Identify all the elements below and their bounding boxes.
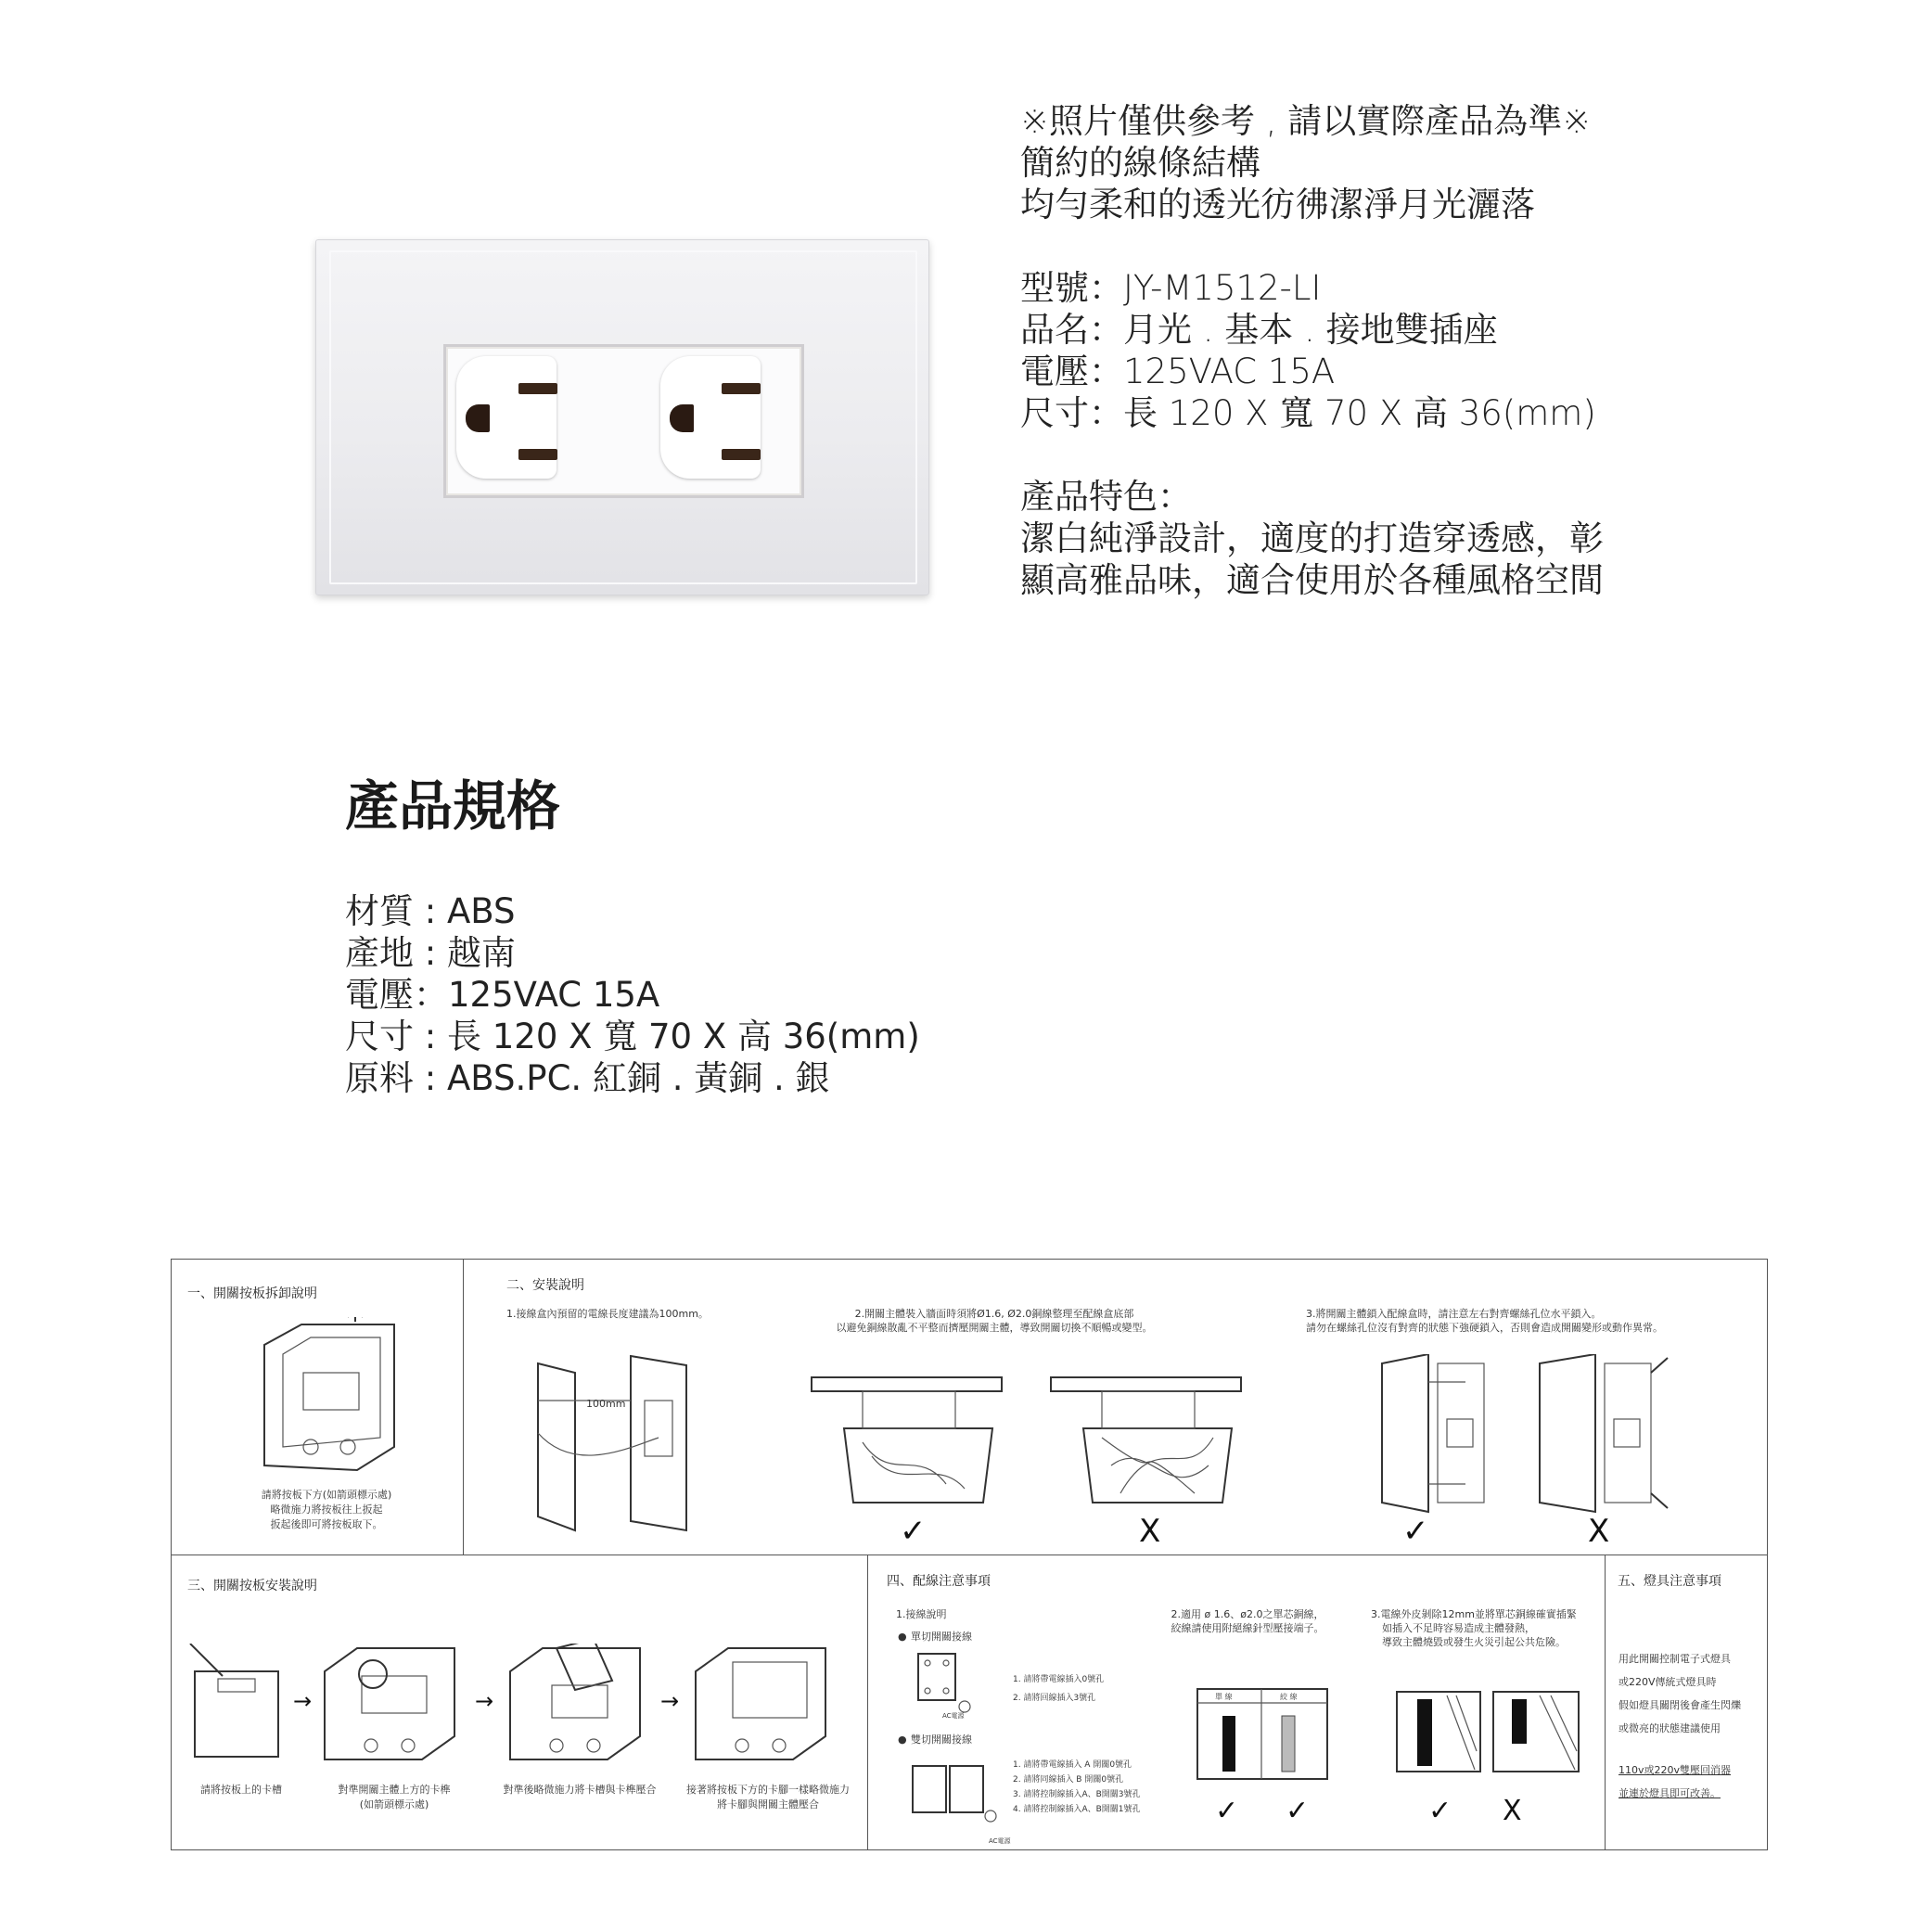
wire-spec-note: 2.適用 ø 1.6、ø2.0之單芯銅線， 絞線請使用附絕線針型壓接端子。 — [1171, 1608, 1324, 1634]
single-switch-diagram — [914, 1649, 979, 1719]
wiring-subtitle: 1.接線說明 — [896, 1608, 947, 1620]
spec-raw-material: 原料 : ABS.PC. 紅銅 . 黃銅 . 銀 — [345, 1058, 830, 1098]
arrow-right-icon: → — [293, 1688, 313, 1714]
model-number: 型號：JY-M1512-LI — [1020, 268, 1322, 308]
bullet-icon: ● — [898, 1631, 907, 1643]
wiring-box-incorrect — [1046, 1373, 1250, 1512]
lamp-fix-note: 110v或220v雙壓回消器 並連於燈具即可改善。 — [1619, 1764, 1732, 1799]
divider — [1605, 1555, 1606, 1849]
align-tab-illustration — [315, 1644, 464, 1764]
ac-label: AC電源 — [942, 1712, 965, 1720]
screw-align-incorrect — [1521, 1354, 1670, 1516]
voltage: 電壓：125VAC 15A — [1020, 352, 1336, 391]
spec-material: 材質 : ABS — [345, 891, 516, 931]
press-foot-illustration — [686, 1644, 835, 1764]
double-switch-notes: 1. 請將帶電線插入 A 開關0號孔 2. 請將同線插入 B 開關0號孔 3. 請將控制線插入A、B開關3號孔 4. 請將控制線插入A、B開關1號孔 — [1013, 1760, 1141, 1814]
arrow-right-icon: → — [660, 1688, 680, 1714]
features-text: 潔白純淨設計，適度的打造穿透感，彰 — [1020, 518, 1604, 558]
outlet-slot — [722, 449, 761, 460]
spec-origin: 產地 : 越南 — [345, 933, 516, 973]
section-3-caption: 對準開關主體上方的卡榫 (如箭頭標示處) — [338, 1784, 451, 1810]
install-step-2: 2.開關主體裝入牆面時須將Ø1.6, Ø2.0銅線整理至配線盒底部 以避免銅線散亂不平整而擠壓開關主體，導致開關切換不順暢或變型。 — [836, 1308, 1153, 1334]
dimensions: 尺寸：長 120 X 寬 70 X 高 36(mm) — [1020, 393, 1596, 433]
outlet-slot — [518, 383, 557, 394]
solid-wire-label: 單 線 — [1215, 1693, 1233, 1701]
arrow-right-icon: → — [475, 1688, 494, 1714]
dimension-label: 100mm — [586, 1398, 626, 1410]
section-2-title: 二、安裝說明 — [506, 1278, 584, 1293]
ground-hole-left — [466, 404, 490, 432]
outlet-slot — [722, 383, 761, 394]
check-mark: ✓ — [1286, 1795, 1310, 1827]
cross-mark: X — [1588, 1513, 1610, 1550]
single-switch-label: 單切開關接線 — [911, 1631, 972, 1643]
section-3-title: 三、開關按板安裝說明 — [187, 1579, 317, 1593]
spec-list — [345, 890, 920, 1099]
product-name: 品名：月光 . 基本 . 接地雙插座 — [1020, 310, 1498, 350]
tagline: 簡約的線條結構 — [1020, 143, 1260, 183]
check-mark: ✓ — [1428, 1795, 1452, 1827]
check-mark: ✓ — [1215, 1795, 1239, 1827]
ac-label: AC電源 — [989, 1837, 1011, 1845]
wire-length-illustration — [519, 1345, 705, 1540]
single-switch-notes: 1. 請將帶電線插入0號孔 2. 請將回線插入3號孔 — [1013, 1675, 1105, 1703]
divider — [867, 1555, 868, 1849]
screw-align-correct — [1363, 1354, 1503, 1516]
cross-mark: X — [1503, 1795, 1522, 1827]
install-step-1: 1.接線盒內預留的電線長度建議為100mm。 — [506, 1308, 709, 1320]
section-3-caption: 請將按板上的卡槽 — [200, 1784, 282, 1796]
wiring-box-correct — [807, 1373, 1011, 1512]
press-slot-illustration — [501, 1644, 649, 1764]
bullet-icon: ● — [898, 1734, 907, 1746]
features-text: 顯高雅品味，適合使用於各種風格空間 — [1020, 560, 1604, 600]
lamp-notes: 用此開關控制電子式燈具 或220V傳統式燈具時 假如燈具關閉後會產生閃爍 或微亮的狀態建議使用 — [1619, 1653, 1741, 1734]
plate-removal-illustration — [246, 1317, 413, 1484]
ground-hole-right — [670, 404, 694, 432]
spec-voltage: 電壓：125VAC 15A — [345, 975, 660, 1015]
divider — [463, 1259, 464, 1555]
check-mark: ✓ — [900, 1513, 927, 1550]
spec-title: 產品規格 — [345, 774, 561, 838]
tagline: 均勻柔和的透光彷彿潔淨月光灑落 — [1020, 185, 1535, 224]
double-switch-label: 雙切開關接線 — [911, 1734, 972, 1746]
check-mark: ✓ — [1402, 1513, 1429, 1550]
section-1-caption: 請將按板下方(如箭頭標示處) 略微施力將按板往上扳起 扳起後即可將按板取下。 — [261, 1489, 392, 1530]
wire-insert-illustration — [1391, 1686, 1586, 1779]
install-step-3: 3.將開關主體鎖入配線盒時，請注意左右對齊螺絲孔位水平鎖入。 請勿在螺絲孔位沒有對齊的狀態下強硬鎖入，否則會造成開關變形或動作異常。 — [1306, 1308, 1663, 1334]
product-description — [1020, 100, 1688, 601]
section-3-caption: 接著將按板下方的卡腳一樣略微施力 將卡腳與開關主體壓合 — [686, 1784, 850, 1810]
features-heading: 產品特色： — [1020, 477, 1192, 517]
strip-length-note: 3.電線外皮剝除12mm並將單芯銅線確實插緊 如插入不足時容易造成主體發熱， 導致主體燒毀或發生火災引起公共危險。 — [1371, 1608, 1577, 1648]
outlet-slot — [518, 449, 557, 460]
spec-size: 尺寸 : 長 120 X 寬 70 X 高 36(mm) — [345, 1017, 920, 1056]
section-3-caption: 對準後略微施力將卡槽與卡榫壓合 — [503, 1784, 657, 1796]
section-5-title: 五、燈具注意事項 — [1618, 1574, 1721, 1589]
double-switch-diagram — [909, 1762, 1011, 1836]
section-1-title: 一、開關按板拆卸說明 — [187, 1286, 317, 1301]
disclaimer-line: ※照片僅供參考 , 請以實際產品為準※ — [1020, 101, 1592, 141]
plate-slot-illustration — [186, 1644, 288, 1764]
cross-mark: X — [1139, 1513, 1161, 1550]
section-4-title: 四、配線注意事項 — [887, 1574, 991, 1589]
stranded-wire-label: 絞 線 — [1280, 1693, 1298, 1701]
